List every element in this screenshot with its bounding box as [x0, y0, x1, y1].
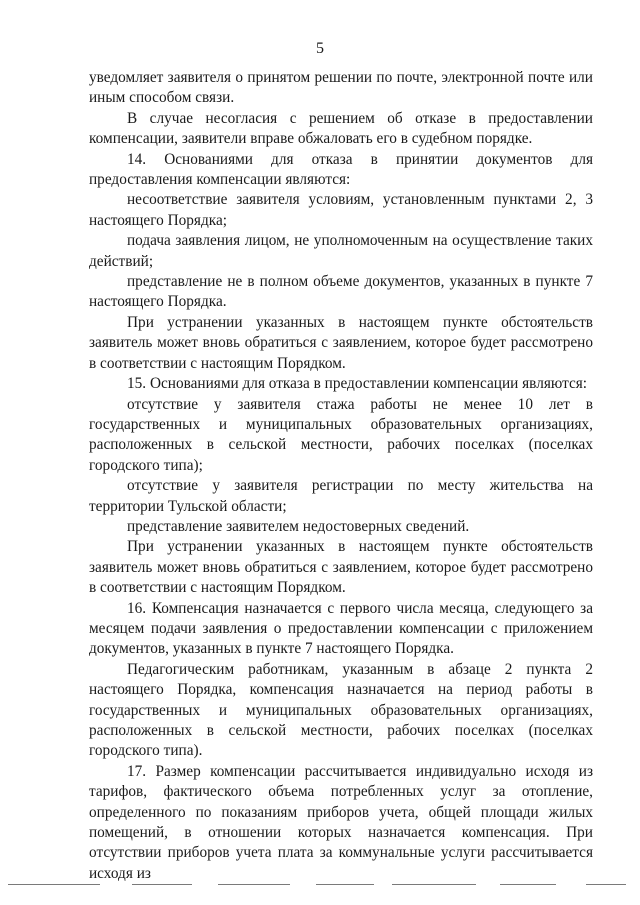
paragraph-clause-14-resubmission: При устранении указанных в настоящем пункте обстоятельств заявитель может вновь обратиться с заявлением, которое будет рассмотрено в соответствии с настоящим Порядком.: [89, 313, 593, 372]
paragraph-clause-15: 15. Основаниями для отказа в предоставлении компенсации являются:: [127, 375, 588, 393]
paragraph-appeal-right: В случае несогласия с решением об отказе в предоставлении компенсации, заявители вправе обжаловать его в судебном порядке.: [89, 109, 593, 148]
paragraph-clause-15-item-2: отсутствие у заявителя регистрации по месту жительства на территории Тульской области;: [89, 477, 593, 515]
paragraph-clause-14: 14. Основаниями для отказа в принятии документов для предоставления компенсации являются:: [89, 150, 593, 189]
paragraph-clause-14-item-3: представление не в полном объеме документов, указанных в пункте 7 настоящего Порядка.: [89, 273, 593, 311]
paragraph-clause-14-item-1: несоответствие заявителя условиям, установленным пунктами 2, 3 настоящего Порядка;: [89, 191, 593, 229]
paragraph-clause-15-resubmission: При устранении указанных в настоящем пункте обстоятельств заявитель может вновь обратиться с заявлением, которое будет рассмотрено в соответствии с настоящим Порядком.: [89, 538, 593, 597]
paragraph-clause-17: 17. Размер компенсации рассчитывается индивидуально исходя из тарифов, фактического объема потребленных услуг за отопление, определенного по показаниям приборов учета, общей площади жилых помещений, в отношении которых назначается компенсация. При отсутствии приборов учета плата за коммунальные услуги рассчитывается исходя из: [89, 762, 593, 882]
page-number: 5: [316, 40, 324, 57]
paragraph-clause-16: 16. Компенсация назначается с первого числа месяца, следующего за месяцем подачи заявления о предоставлении компенсации с приложением документов, указанных в пункте 7 настоящего Порядка.: [89, 599, 593, 658]
paragraph-notification-continuation: уведомляет заявителя о принятом решении по почте, электронной почте или иным способом связи.: [89, 69, 593, 107]
paragraph-clause-16-teachers: Педагогическим работникам, указанным в абзаце 2 пункта 2 настоящего Порядка, компенсация назначается на период работы в государственных и муниципальных образовательных организациях, расположенных в сельской местности, рабочих поселках (поселках городского типа).: [89, 660, 593, 760]
paragraph-clause-15-item-1: отсутствие у заявителя стажа работы не менее 10 лет в государственных и муниципальных образовательных организациях, расположенных в сельской местности, рабочих поселках (поселках городского типа);: [89, 395, 593, 474]
scan-edge-artifact: [0, 884, 640, 887]
document-body: [89, 68, 593, 884]
paragraph-clause-15-item-3: представление заявителем недостоверных сведений.: [127, 517, 470, 535]
paragraph-clause-14-item-2: подача заявления лицом, не уполномоченным на осуществление таких действий;: [89, 232, 593, 270]
